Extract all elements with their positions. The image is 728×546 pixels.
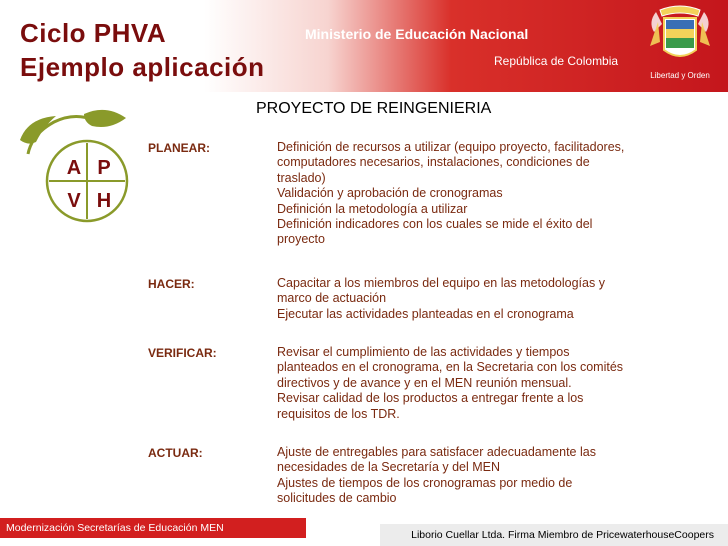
desc-line: necesidades de la Secretaría y del MEN	[277, 460, 501, 475]
row-label-verificar: VERIFICAR:	[148, 346, 217, 360]
footer	[0, 518, 728, 546]
header-banner	[0, 0, 728, 92]
row-desc-verificar	[277, 345, 697, 422]
phva-cycle-diagram	[14, 104, 144, 234]
cycle-letter-h: H	[96, 190, 112, 212]
desc-line: solicitudes de cambio	[277, 491, 397, 506]
slide-subtitle: Ejemplo aplicación	[20, 52, 265, 82]
desc-line: requisitos de los TDR.	[277, 406, 400, 421]
slide-title: Ciclo PHVA	[20, 18, 167, 48]
cycle-letter-v: V	[67, 190, 81, 212]
cycle-letter-p: P	[97, 157, 111, 179]
seal-motto: Libertad y Orden	[650, 71, 710, 80]
republic-name: República de Colombia	[494, 54, 619, 68]
row-desc-planear	[277, 140, 697, 248]
desc-line: proyecto	[277, 232, 325, 247]
footer-right-text: Liborio Cuellar Ltda. Firma Miembro de PricewaterhouseCoopers	[380, 524, 728, 546]
desc-line: directivos y de avance y en el MEN reunión mensual.	[277, 375, 572, 390]
footer-left-text: Modernización Secretarías de Educación MEN	[0, 518, 306, 538]
row-label-actuar: ACTUAR:	[148, 446, 203, 460]
leaf-right-icon	[84, 110, 126, 127]
row-label-planear: PLANEAR:	[148, 141, 210, 155]
coat-of-arms-icon	[640, 2, 720, 86]
desc-line: Ajuste de entregables para satisfacer adecuadamente las	[277, 445, 596, 459]
desc-line: Revisar calidad de los productos a entregar frente a los	[277, 391, 584, 406]
desc-line: Definición indicadores con los cuales se mide el éxito del	[277, 217, 593, 232]
desc-line: computadores necesarios, instalaciones, condiciones de	[277, 155, 590, 170]
desc-line: Definición la metodología a utilizar	[277, 201, 468, 216]
desc-line: Ajustes de tiempos de los cronogramas por medio de	[277, 475, 573, 490]
desc-line: Definición de recursos a utilizar (equipo proyecto, facilitadores,	[277, 140, 625, 154]
desc-line: planteados en el cronograma, en la Secretaria con los comités	[277, 360, 624, 375]
cycle-letter-a: A	[66, 157, 82, 179]
row-desc-hacer	[277, 276, 697, 322]
leaf-left-icon	[20, 116, 56, 144]
desc-line: marco de actuación	[277, 291, 387, 306]
desc-line: traslado)	[277, 170, 326, 185]
row-label-hacer: HACER:	[148, 277, 195, 291]
row-desc-actuar	[277, 445, 697, 507]
desc-line: Revisar el cumplimiento de las actividades y tiempos	[277, 345, 570, 359]
project-title: PROYECTO DE REINGENIERIA	[256, 100, 492, 117]
ministry-name: Ministerio de Educación Nacional	[305, 26, 529, 42]
desc-line: Ejecutar las actividades planteadas en el cronograma	[277, 306, 574, 321]
desc-line: Validación y aprobación de cronogramas	[277, 186, 503, 201]
desc-line: Capacitar a los miembros del equipo en las metodologías y	[277, 276, 605, 290]
